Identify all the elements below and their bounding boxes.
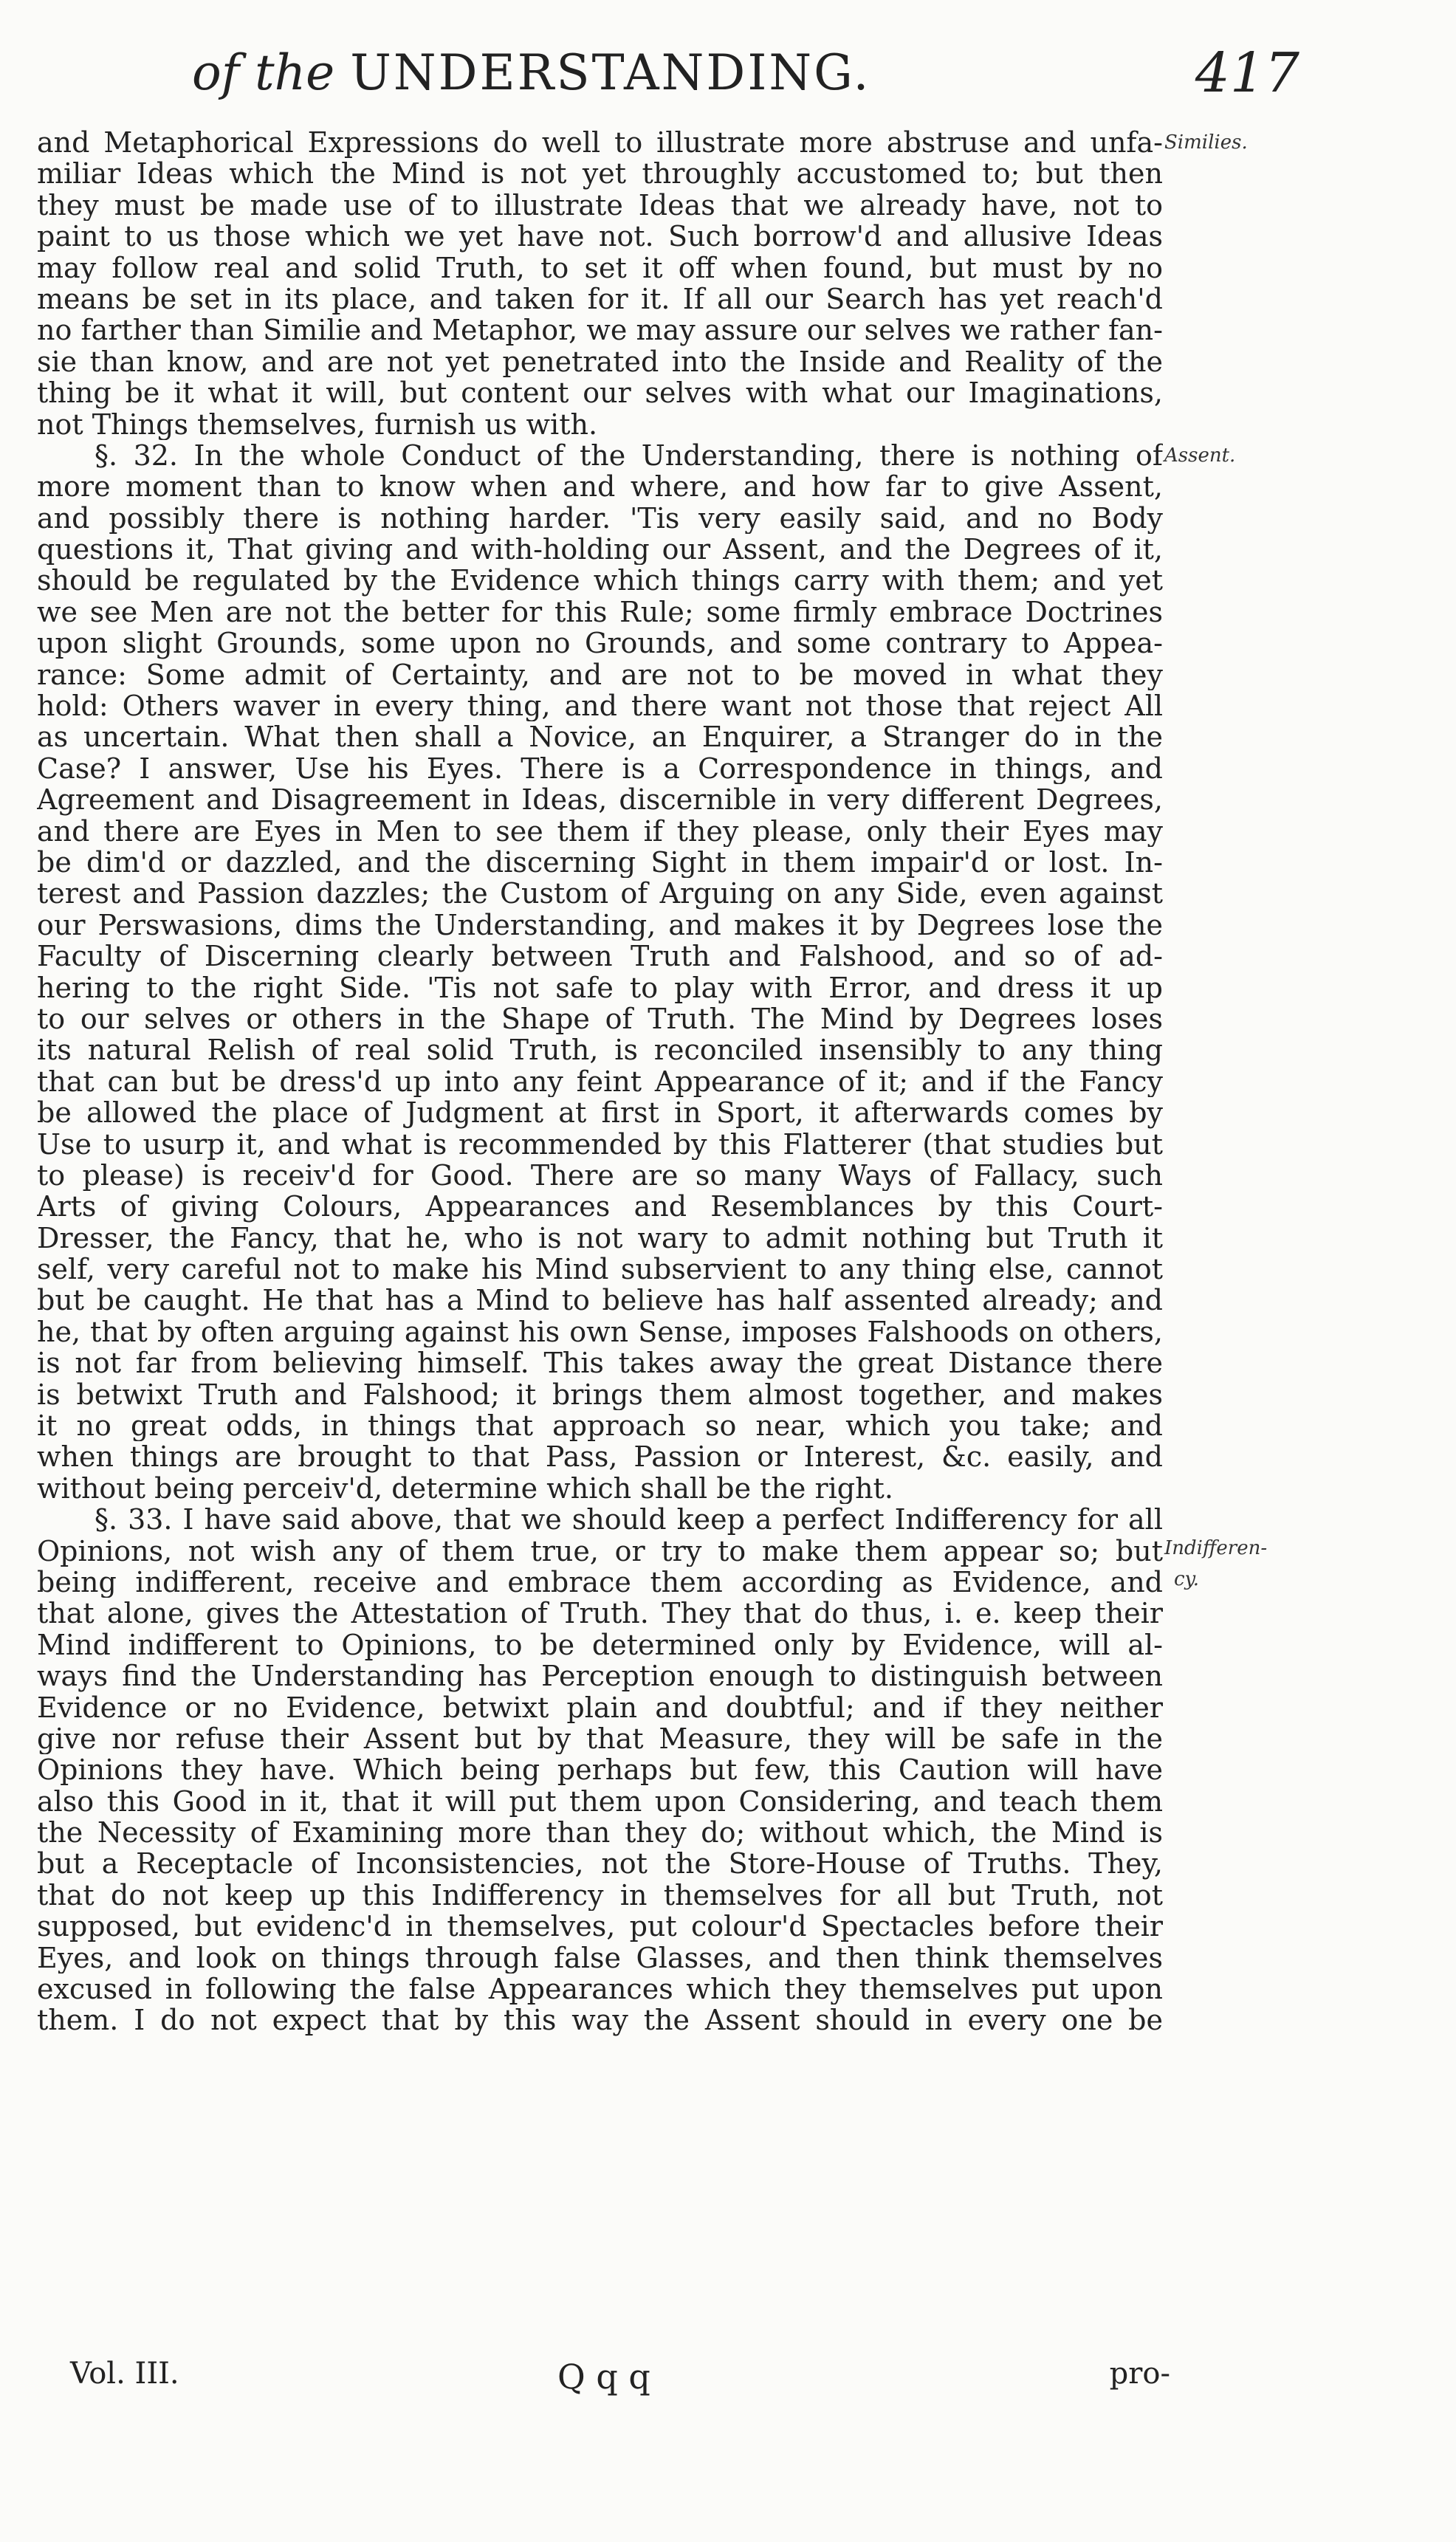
text-line: without being perceiv'd, determine which shall be the right. (37, 1472, 893, 1505)
text-line: miliar Ideas which the Mind is not yet throughly accustomed to; but then (37, 158, 1163, 190)
text-line: being indifferent, receive and embrace them according as Evidence, and (37, 1566, 1163, 1598)
text-line: and Metaphorical Expressions do well to illustrate more abstruse and unfa- (37, 127, 1163, 159)
text-line: more moment than to know when and where, and how far to give Assent, (37, 471, 1163, 503)
text-line: questions it, That giving and with-holding our Assent, and the Degrees of it, (37, 534, 1163, 566)
page-number: 417 (1195, 41, 1299, 105)
text-line: he, that by often arguing against his own Sense, imposes Falshoods on others, (37, 1316, 1163, 1348)
text-line: Arts of giving Colours, Appearances and Resemblances by this Court- (37, 1191, 1163, 1223)
text-line: our Perswasions, dims the Understanding, and makes it by Degrees lose the (37, 909, 1163, 941)
text-line: but a Receptacle of Inconsistencies, not the Store-House of Truths. They, (37, 1848, 1163, 1880)
text-line: the Necessity of Examining more than they do; without which, the Mind is (37, 1817, 1163, 1849)
text-line: hering to the right Side. 'Tis not safe to play with Error, and dress it up (37, 972, 1163, 1003)
running-head-caps: UNDERSTANDING. (350, 44, 871, 101)
text-line: Evidence or no Evidence, betwixt plain and doubtful; and if they neither (37, 1691, 1163, 1723)
text-line: and there are Eyes in Men to see them if they please, only their Eyes may (37, 815, 1163, 847)
text-line: means be set in its place, and taken for it. If all our Search has yet reach'd (37, 283, 1163, 315)
text-line: but be caught. He that has a Mind to believe has half assented already; and (37, 1285, 1163, 1316)
running-head (192, 44, 871, 101)
text-line: we see Men are not the better for this Rule; some firmly embrace Doctrines (37, 596, 1163, 628)
margin-note-similies: Similies. (1164, 131, 1248, 154)
text-line: upon slight Grounds, some upon no Grounds, and some contrary to Appea- (37, 628, 1163, 659)
text-line: excused in following the false Appearances which they themselves put upon (37, 1974, 1163, 2005)
text-line: rance: Some admit of Certainty, and are not to be moved in what they (37, 659, 1163, 691)
text-line: ways find the Understanding has Perception enough to distinguish between (37, 1660, 1163, 1692)
text-line: may follow real and solid Truth, to set it off when found, but must by no (37, 252, 1163, 284)
signature-mark: Q q q (557, 2357, 650, 2397)
text-line: hold: Others waver in every thing, and there want not those that reject All (37, 690, 1163, 722)
text-line: Opinions, not wish any of them true, or try to make them appear so; but (37, 1535, 1163, 1567)
text-line: Faculty of Discerning clearly between Truth and Falshood, and so of ad- (37, 941, 1163, 972)
text-line: that alone, gives the Attestation of Truth. They that do thus, i. e. keep their (37, 1598, 1163, 1629)
text-line: should be regulated by the Evidence which things carry with them; and yet (37, 565, 1163, 597)
catchword: pro- (1109, 2357, 1170, 2391)
text-line: Case? I answer, Use his Eyes. There is a Correspondence in things, and (37, 752, 1163, 785)
text-line: no farther than Similie and Metaphor, we may assure our selves we rather fan- (37, 315, 1163, 346)
text-line: thing be it what it will, but content our selves with what our Imaginations, (37, 377, 1163, 409)
text-line: also this Good in it, that it will put them upon Considering, and teach them (37, 1785, 1163, 1818)
text-line: not Things themselves, furnish us with. (37, 408, 598, 440)
text-line: to please) is receiv'd for Good. There are so many Ways of Fallacy, such (37, 1159, 1163, 1192)
page-header (192, 41, 1344, 126)
volume-label: Vol. III. (70, 2357, 179, 2391)
text-line: Dresser, the Fancy, that he, who is not wary to admit nothing but Truth it (37, 1222, 1163, 1254)
running-head-italic: of the (192, 44, 351, 101)
text-line: to our selves or others in the Shape of Truth. The Mind by Degrees loses (37, 1003, 1163, 1035)
text-line: supposed, but evidenc'd in themselves, put colour'd Spectacles before their (37, 1911, 1163, 1942)
text-line: them. I do not expect that by this way the Assent should in every one be (37, 2005, 1163, 2036)
text-line: when things are brought to that Pass, Passion or Interest, &c. easily, and (37, 1441, 1163, 1473)
text-line: Agreement and Disagreement in Ideas, discernible in very different Degrees, (37, 784, 1163, 816)
text-line: paint to us those which we yet have not. Such borrow'd and allusive Ideas (37, 221, 1163, 253)
margin-note-assent: Assent. (1164, 444, 1236, 467)
text-line: §. 32. In the whole Conduct of the Understanding, there is nothing of (95, 439, 1163, 472)
text-line: give nor refuse their Assent but by that Measure, they will be safe in the (37, 1722, 1163, 1755)
text-line: that can but be dress'd up into any feint Appearance of it; and if the Fancy (37, 1065, 1163, 1098)
text-line: they must be made use of to illustrate Ideas that we already have, not to (37, 189, 1163, 221)
text-line: Use to usurp it, and what is recommended by this Flatterer (that studies but (37, 1128, 1163, 1160)
text-line: be allowed the place of Judgment at first in Sport, it afterwards comes by (37, 1097, 1163, 1129)
body-text (37, 127, 1163, 2036)
text-line: its natural Relish of real solid Truth, is reconciled insensibly to any thing (37, 1034, 1163, 1066)
text-line: is betwixt Truth and Falshood; it brings them almost together, and makes (37, 1378, 1163, 1411)
text-line: that do not keep up this Indifferency in themselves for all but Truth, not (37, 1879, 1163, 1911)
page-footer (70, 2357, 1170, 2401)
text-line: §. 33. I have said above, that we should keep a perfect Indifferency for all (95, 1504, 1163, 1536)
text-line: be dim'd or dazzled, and the discerning Sight in them impair'd or lost. In- (37, 846, 1163, 879)
text-line: and possibly there is nothing harder. 'Tis very easily said, and no Body (37, 502, 1163, 535)
text-line: is not far from believing himself. This takes away the great Distance there (37, 1347, 1163, 1379)
margin-note-indifferency: Indifferen- (1164, 1537, 1268, 1559)
text-line: it no great odds, in things that approach so near, which you take; and (37, 1410, 1163, 1442)
margin-note-indifferency-cont: cy. (1174, 1568, 1200, 1590)
text-line: terest and Passion dazzles; the Custom of Arguing on any Side, even against (37, 878, 1163, 910)
text-line: Eyes, and look on things through false Glasses, and then think themselves (37, 1942, 1163, 1974)
text-line: sie than know, and are not yet penetrated into the Inside and Reality of the (37, 346, 1163, 378)
text-line: as uncertain. What then shall a Novice, an Enquirer, a Stranger do in the (37, 721, 1163, 753)
text-line: Mind indifferent to Opinions, to be determined only by Evidence, will al- (37, 1629, 1163, 1661)
text-line: self, very careful not to make his Mind subservient to any thing else, cannot (37, 1254, 1163, 1285)
text-line: Opinions they have. Which being perhaps but few, this Caution will have (37, 1754, 1163, 1786)
